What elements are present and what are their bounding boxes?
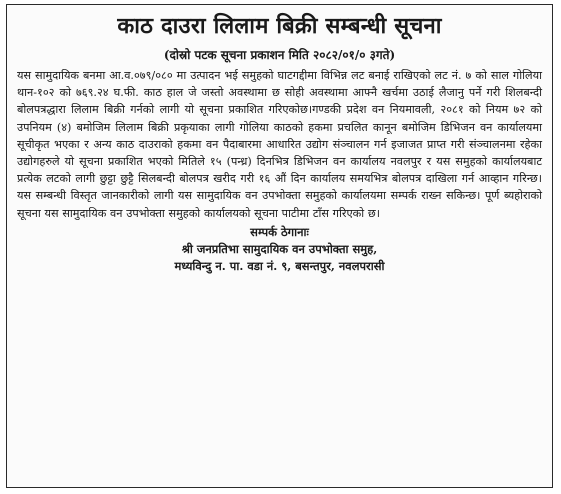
contact-organization: श्री जनप्रतिभा सामुदायिक वन उपभोक्ता समुह, (181, 241, 378, 256)
notice-subtitle: (दोस्रो पटक सूचना प्रकाशन मिति २०८२/०१/० ३गते) (163, 48, 396, 62)
contact-block (17, 224, 542, 275)
contact-address: मध्यविन्दु न. पा. वडा नं. ९, बसन्तपुर, नवलपरासी (174, 258, 385, 273)
notice-box (6, 4, 553, 488)
notice-body: यस सामुदायिक बनमा आ.व.०७९/०८० मा उत्पादन भई समुहको घाटगद्दीमा विभिन्न लट बनाई राखिएको लट नं. ७ को साल गोलिया थान-१०२ को ७६९.२४ घ.फी. काठ हाल जे जस्तो अवस्थामा छ सोही अवस्थामा आफ्नै खर्चमा उठाई लैजानु पर्ने गरी शिलबन्दी बोलपत्रद्धारा लिलाम बिक्री गर्नको लागी यो सूचना प्रकाशित गरिएकोछ।गण्डकी प्रदेश वन नियमावली, २०८१ को नियम ७२ को उपनियम (४) बमोजिम लिलाम बिक्री प्रकृयाका लागी गोलिया काठको हकमा प्रचलित कानून बमोजिम डिभिजन वन कार्यालयमा सूचीकृत भएका र अन्य काठ दाउराको हकमा वन पैदाबारमा आधारित उद्योग संञ्चालन गर्न इजाजत प्राप्त गरी संञ्चालनमा रहेका उद्योगहरुले यो सूचना प्रकाशित भएको मितिले १५ (पन्ध्र) दिनभित्र डिभिजन वन कार्यालय नवलपुर र यस समुहको कार्यालयबाट प्रत्येक लटको लागी छुट्टा छुट्टै सिलबन्दी बोलपत्र खरीद गरी १६ औं दिन कार्यालय समयभित्र बोलपत्र दाखिला गर्न आव्हान गरिन्छ। यस सम्बन्धी विस्तृत जानकारीको लागी यस सामुदायिक वन उपभोक्ता समुहको कार्यालयमा सम्पर्क राख्न सकिन्छ। पूर्ण ब्यहोराको सूचना यस सामुदायिक वन उपभोक्ता समुहको कार्यालयको सूचना पाटीमा टाँस गरिएको छ। (17, 69, 542, 220)
notice-title: काठ दाउरा लिलाम बिक्री सम्बन्धी सूचना (117, 14, 442, 39)
contact-heading: सम्पर्क ठेगानाः (250, 224, 309, 239)
